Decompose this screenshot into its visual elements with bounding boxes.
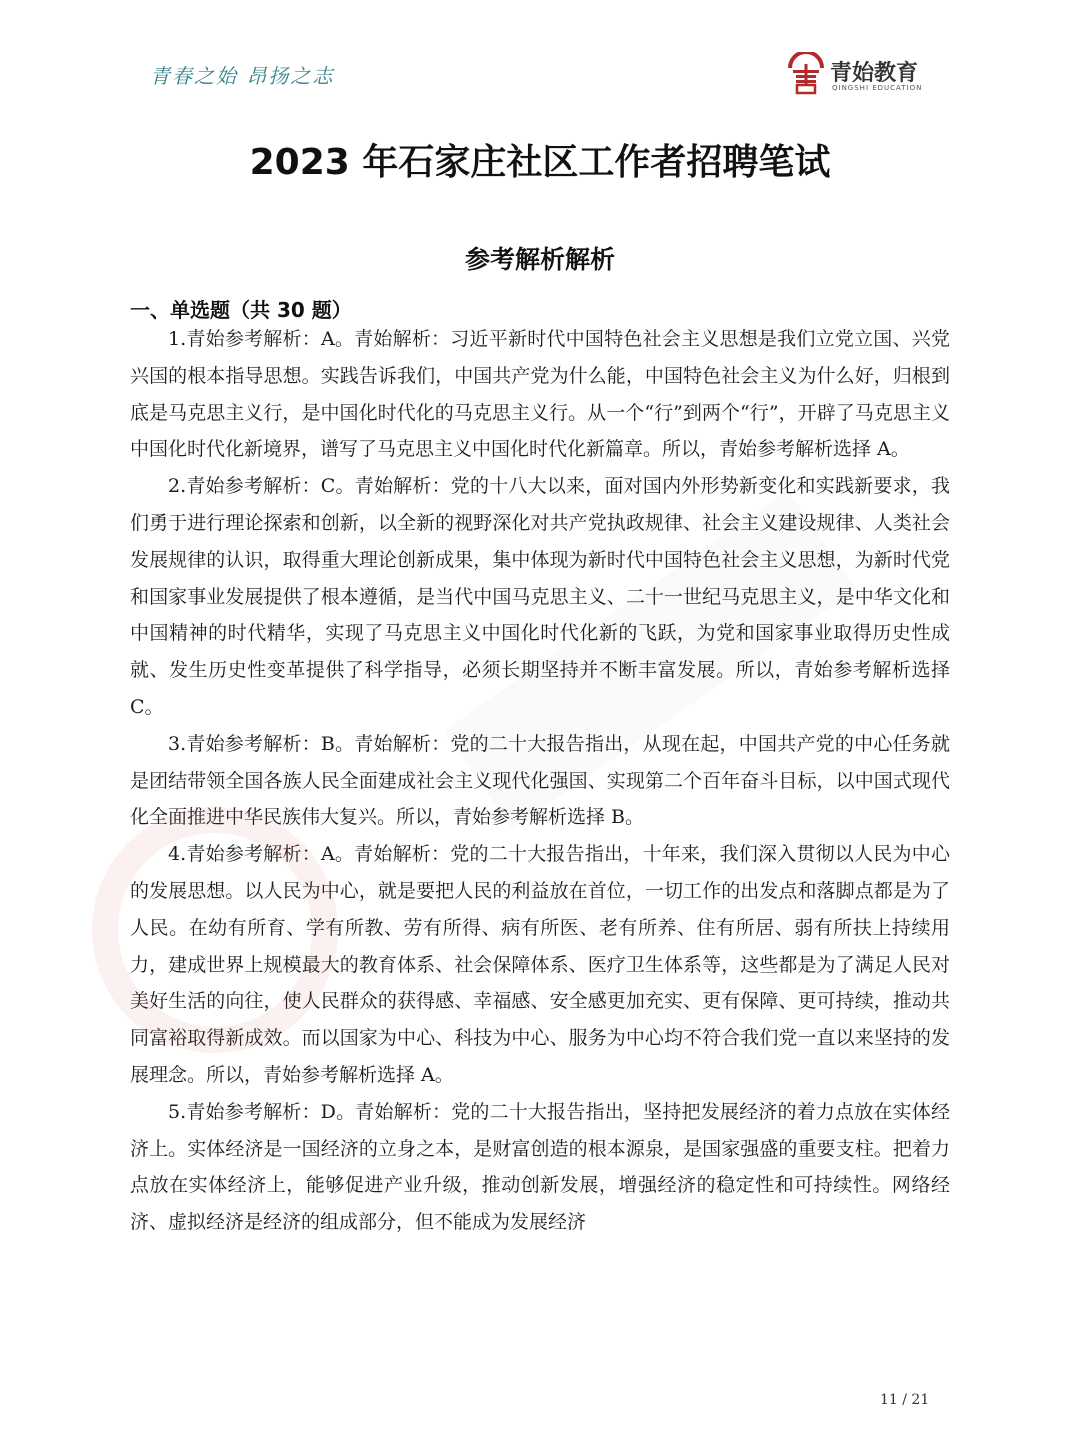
document-subtitle: 参考解析解析: [464, 245, 615, 274]
document-title: 2023 年石家庄社区工作者招聘笔试: [249, 142, 831, 183]
explanation-paragraph-1: 1.青始参考解析：A。青始解析：习近平新时代中国特色社会主义思想是我们立党立国、兴党兴国的根本指导思想。实践告诉我们，中国共产党为什么能，中国特色社会主义为什么好，归根到底是马克思主义行，是中国化时代化的马克思主义行。从一个“行”到两个“行”，开辟了马克思主义中国化时代化新境界，谱写了马克思主义中国化时代化新篇章。所以，青始参考解析选择 A。: [130, 328, 950, 461]
brand-logo: [784, 52, 944, 100]
brand-subtitle: QINGSHI EDUCATION: [832, 84, 923, 92]
header-slogan: 青春之始 昂扬之志: [150, 64, 335, 88]
brand-emblem-icon: [784, 52, 828, 96]
section-heading: 一、单选题（共 30 题）: [130, 298, 352, 322]
explanation-paragraph-4: 4.青始参考解析：A。青始解析：党的二十大报告指出，十年来，我们深入贯彻以人民为中心的发展思想。以人民为中心，就是要把人民的利益放在首位，一切工作的出发点和落脚点都是为了人民。在幼有所育、学有所教、劳有所得、病有所医、老有所养、住有所居、弱有所扶上持续用力，建成世界上规模最大的教育体系、社会保障体系、医疗卫生体系等，这些都是为了满足人民对美好生活的向往，使人民群众的获得感、幸福感、安全感更加充实、更有保障、更可持续，推动共同富裕取得新成效。而以国家为中心、科技为中心、服务为中心均不符合我们党一直以来坚持的发展理念。所以，青始参考解析选择 A。: [130, 843, 950, 1086]
explanation-paragraph-5: 5.青始参考解析：D。青始解析：党的二十大报告指出，坚持把发展经济的着力点放在实体经济上。实体经济是一国经济的立身之本，是财富创造的根本源泉，是国家强盛的重要支柱。把着力点放在实体经济上，能够促进产业升级，推动创新发展，增强经济的稳定性和可持续性。网络经济、虚拟经济是经济的组成部分，但不能成为发展经济: [130, 1100, 950, 1234]
brand-name: 青始教育: [830, 61, 919, 86]
explanation-paragraph-3: 3.青始参考解析：B。青始解析：党的二十大报告指出，从现在起，中国共产党的中心任务就是团结带领全国各族人民全面建成社会主义现代化强国、实现第二个百年奋斗目标，以中国式现代化全面推进中华民族伟大复兴。所以，青始参考解析选择 B。: [130, 732, 950, 829]
answer-explanations: [130, 321, 950, 1241]
explanation-paragraph-2: 2.青始参考解析：C。青始解析：党的十八大以来，面对国内外形势新变化和实践新要求，我们勇于进行理论探索和创新，以全新的视野深化对共产党执政规律、社会主义建设规律、人类社会发展规律的认识，取得重大理论创新成果，集中体现为新时代中国特色社会主义思想，为新时代党和国家事业发展提供了根本遵循，是当代中国马克思主义、二十一世纪马克思主义，是中华文化和中国精神的时代精华，实现了马克思主义中国化时代化新的飞跃，为党和国家事业取得历史性成就、发生历史性变革提供了科学指导，必须长期坚持并不断丰富发展。所以，青始参考解析选择 C。: [130, 475, 950, 718]
page-indicator: 11 / 21: [880, 1392, 930, 1408]
